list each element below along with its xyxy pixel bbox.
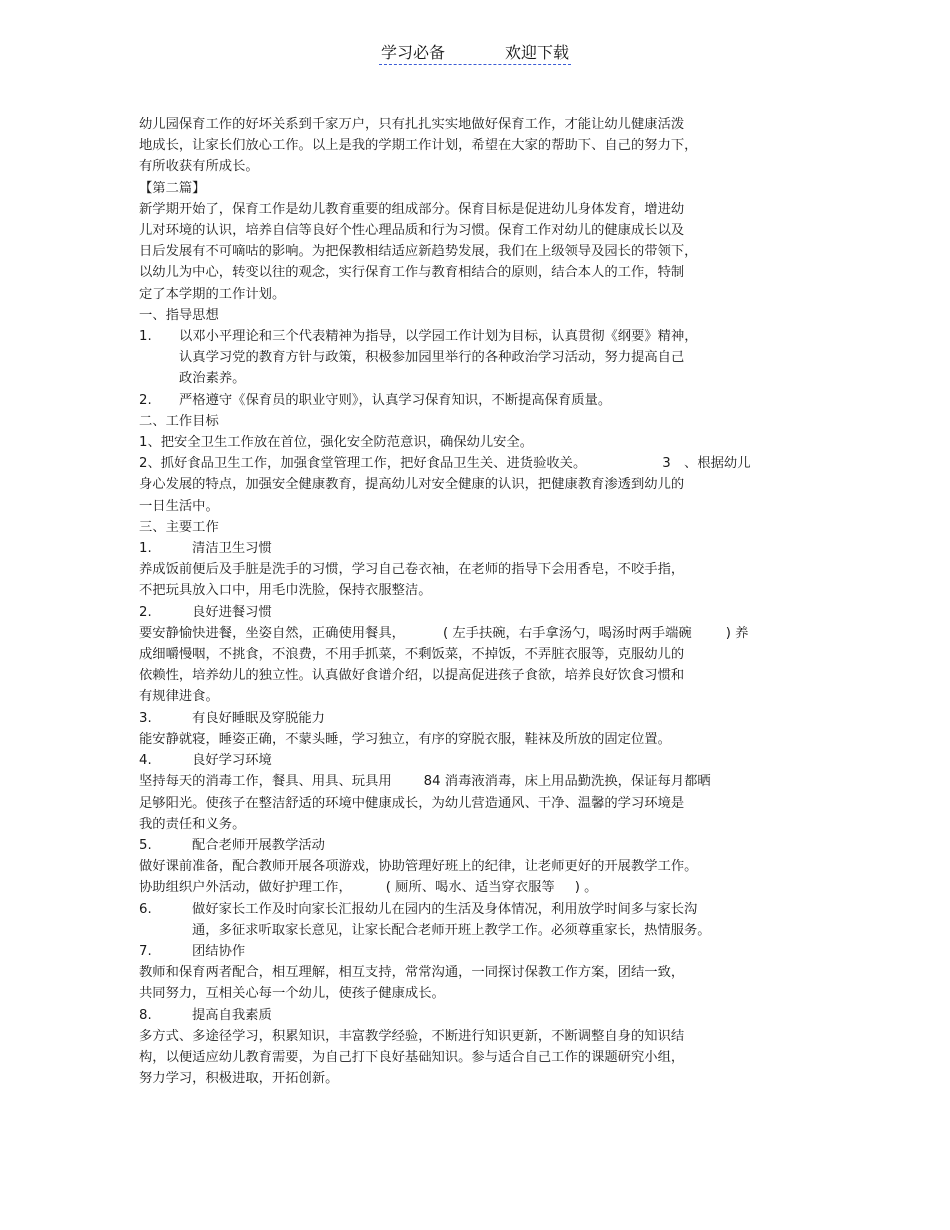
goal-line	[139, 453, 799, 474]
item-title: 良好进餐习惯	[192, 604, 272, 620]
item-number: 8.	[139, 1007, 152, 1023]
text-segment: ( 厕所、喝水、适当穿衣服等	[385, 880, 555, 896]
paragraph-line: 能安静就寝，睡姿正确，不蒙头睡，学习独立，有序的穿脱衣服，鞋袜及所放的固定位置。	[139, 731, 671, 747]
paragraph-line: 做好课前准备，配合教师开展各项游戏，协助管理好班上的纪律，让老师更好的开展教学工作。	[139, 859, 698, 875]
paragraph-line: 构，以便适应幼儿教育需要，为自己打下良好基础知识。参与适合自己工作的课题研究小组，	[139, 1049, 685, 1065]
paragraph-line	[139, 623, 799, 644]
paragraph-line: 新学期开始了，保育工作是幼儿教育重要的组成部分。保育目标是促进幼儿身体发育，增进幼	[139, 201, 685, 217]
item-title: 配合老师开展教学活动	[192, 837, 325, 853]
paragraph-line: 成细嚼慢咽，不挑食，不浪费，不用手抓菜，不剩饭菜，不掉饭，不弄脏衣服等，克服幼儿的	[139, 647, 685, 663]
text-segment: ( 左手扶碗，右手拿汤勺，喝汤时两手端碗	[442, 625, 692, 641]
item-line: 政治素养。	[179, 371, 246, 387]
work-item-title	[139, 835, 799, 856]
section-heading: 二、工作目标	[139, 413, 219, 429]
item-line: 认真学习党的教育方针与政策，积极参加园里举行的各种政治学习活动，努力提高自己	[179, 350, 685, 366]
document-body	[139, 114, 799, 1089]
text-segment: 协助组织户外活动，做好护理工作，	[139, 880, 352, 896]
paragraph-line: 养成饭前便后及手脏是洗手的习惯，学习自己卷衣袖，在老师的指导下会用香皂，不咬手指，	[139, 562, 685, 578]
work-item-title	[139, 538, 799, 559]
work-item	[139, 899, 799, 941]
item-title: 良好学习环境	[192, 753, 272, 769]
paragraph-line: 多方式、多途径学习，积累知识，丰富教学经验，不断进行知识更新，不断调整自身的知识结	[139, 1028, 685, 1044]
paragraph-line: 我的责任和义务。	[139, 816, 246, 832]
paragraph-line: 以幼儿为中心，转变以往的观念，实行保育工作与教育相结合的原则，结合本人的工作，特制	[139, 265, 685, 281]
work-item-title	[139, 750, 799, 771]
list-item	[139, 390, 799, 411]
paragraph-line: 教师和保育两者配合，相互理解，相互支持，常常沟通，一同探讨保教工作方案，团结一致，	[139, 965, 685, 981]
item-title: 有良好睡眠及穿脱能力	[192, 710, 325, 726]
paragraph-line: 定了本学期的工作计划。	[139, 286, 286, 302]
item-line: 通，多征求听取家长意见，让家长配合老师开班上教学工作。必须尊重家长，热情服务。	[192, 922, 711, 938]
item-number: 1.	[139, 541, 152, 557]
goal-line: 一日生活中。	[139, 498, 219, 514]
work-item-title	[139, 708, 799, 729]
section-heading: 三、主要工作	[139, 519, 219, 535]
paragraph-line: 日后发展有不可嘀咕的影响。为把保教相结适应新趋势发展，我们在上级领导及园长的带领下，	[139, 244, 698, 260]
item-line: 严格遵守《保育员的职业守则》，认真学习保育知识，不断提高保育质量。	[179, 392, 612, 408]
list-item	[139, 326, 799, 390]
item-number: 2.	[139, 392, 152, 408]
item-line: 以邓小平理论和三个代表精神为指导，以学园工作计划为目标，认真贯彻《纲要》精神，	[179, 329, 698, 345]
work-item-title	[139, 941, 799, 962]
paragraph-line: 有规律进食。	[139, 689, 219, 705]
item-title: 清洁卫生习惯	[192, 541, 272, 557]
item-number: 1.	[139, 329, 152, 345]
goal-text: 2、抓好食品卫生工作，加强食堂管理工作，把好食品卫生关、进货验收关。	[139, 456, 587, 472]
paragraph-line: 依赖性，培养幼儿的独立性。认真做好食谱介绍，以提高促进孩子食欲，培养良好饮食习惯和	[139, 668, 685, 684]
paragraph-line: 共同努力，互相关心每一个幼儿，使孩子健康成长。	[139, 986, 445, 1002]
text-segment: ) 养	[725, 625, 749, 641]
section-heading: 一、指导思想	[139, 307, 219, 323]
text-segment: ) 。	[574, 880, 598, 896]
page-header	[0, 40, 950, 65]
paragraph-line	[139, 877, 799, 898]
item-number: 4.	[139, 753, 152, 769]
item-title: 提高自我素质	[192, 1007, 272, 1023]
paragraph-line: 不把玩具放入口中，用毛巾洗脸，保持衣服整洁。	[139, 583, 432, 599]
text-segment: 84 消毒液消毒，床上用品勤洗换，保证每月都晒	[423, 774, 711, 790]
item-number: 5.	[139, 837, 152, 853]
item-number: 2.	[139, 604, 152, 620]
goal-line: 1、把安全卫生工作放在首位，强化安全防范意识，确保幼儿安全。	[139, 435, 534, 451]
text-segment: 要安静愉快进餐，坐姿自然，正确使用餐具，	[139, 625, 405, 641]
paragraph-line: 儿对环境的认识，培养自信等良好个性心理品质和行为习惯。保育工作对幼儿的健康成长以及	[139, 223, 685, 239]
paragraph-line: 幼儿园保育工作的好坏关系到千家万户，只有扎扎实实地做好保育工作，才能让幼儿健康活泼	[139, 117, 685, 132]
item-title: 团结协作	[192, 943, 246, 959]
paragraph-line: 努力学习，积极进取，开拓创新。	[139, 1071, 339, 1087]
goal-text: 3 、根据幼儿	[662, 456, 751, 472]
work-item-title	[139, 1005, 799, 1026]
item-number: 7.	[139, 943, 152, 959]
item-number: 6.	[139, 901, 152, 917]
work-item-title	[139, 602, 799, 623]
paragraph-line: 有所收获有所成长。	[139, 159, 259, 175]
paragraph-line	[139, 771, 799, 792]
text-segment: 坚持每天的消毒工作，餐具、用具、玩具用	[139, 774, 392, 790]
paragraph-line: 足够阳光。使孩子在整洁舒适的环境中健康成长，为幼儿营造通风、干净、温馨的学习环境是	[139, 795, 685, 811]
item-line: 做好家长工作及时向家长汇报幼儿在园内的生活及身体情况，利用放学时间多与家长沟	[192, 901, 698, 917]
header-right-text: 欢迎下载	[505, 43, 570, 62]
header-left-text: 学习必备	[380, 43, 445, 62]
header-banner	[379, 40, 571, 65]
item-number: 3.	[139, 710, 152, 726]
paragraph-line: 地成长，让家长们放心工作。以上是我的学期工作计划，希望在大家的帮助下、自己的努力下，	[139, 138, 698, 154]
goal-line: 身心发展的特点，加强安全健康教育，提高幼儿对安全健康的认识，把健康教育渗透到幼儿的	[139, 477, 685, 493]
part-title: 【第二篇】	[139, 180, 206, 196]
